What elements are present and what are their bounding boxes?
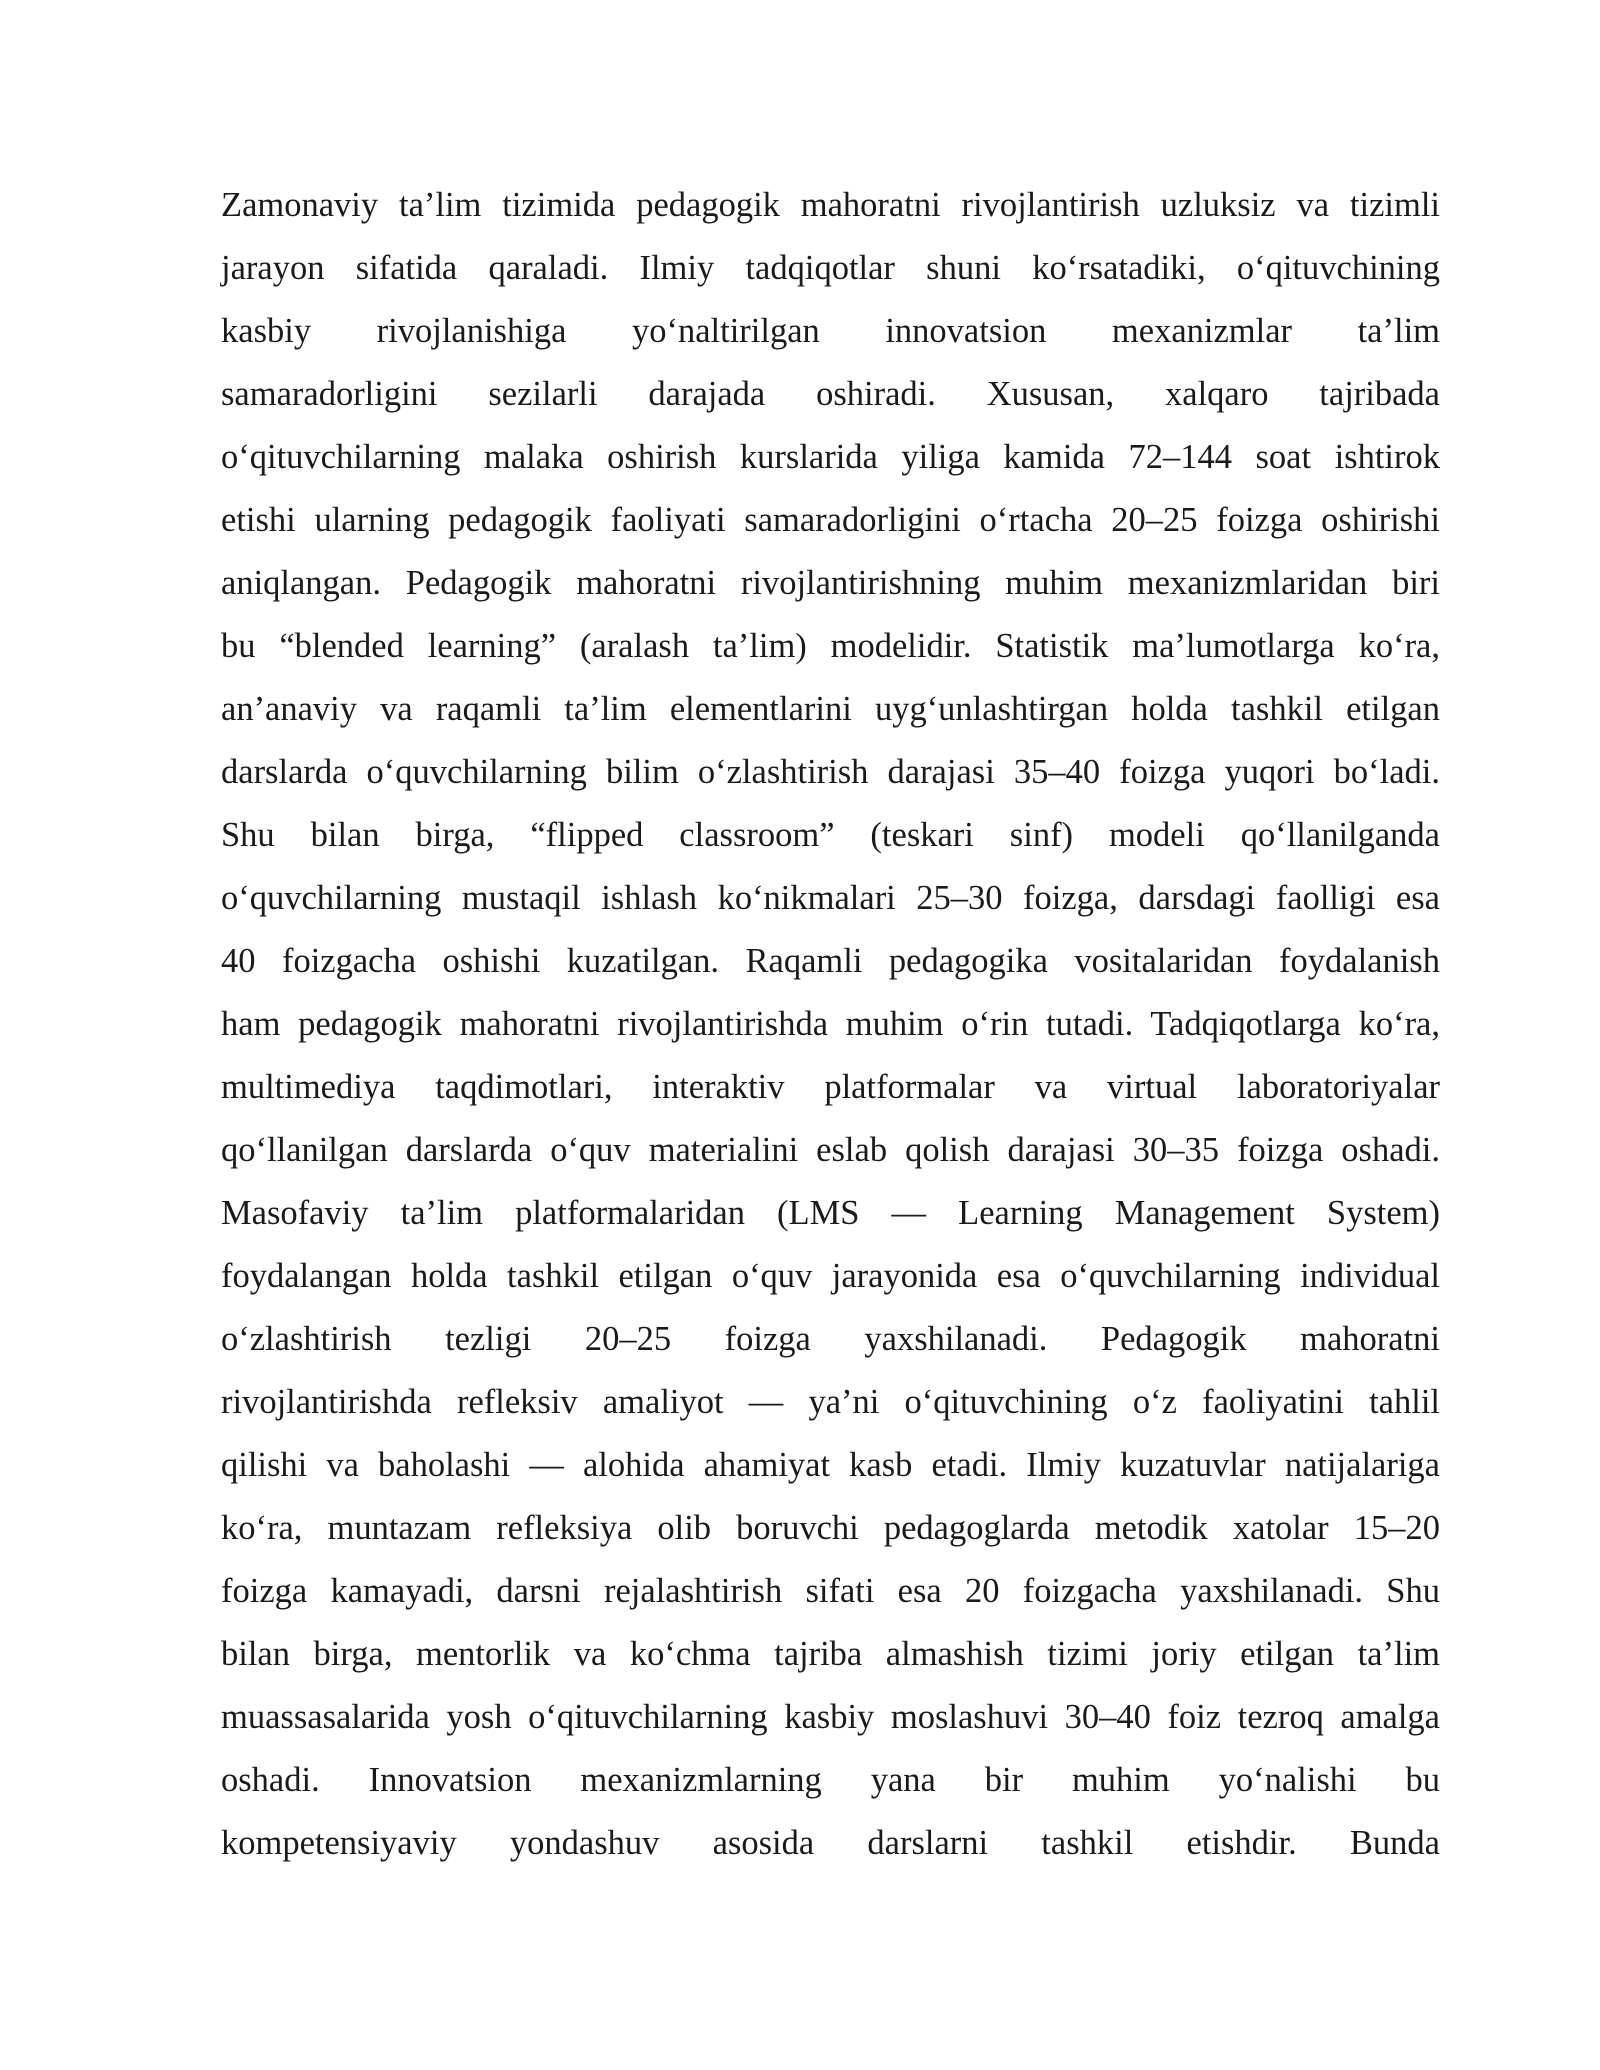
paragraph-line: Shu bilan birga, “flipped classroom” (teskari sinf) modeli qo‘llanilganda — [221, 816, 1440, 854]
paragraph-line: darslarda o‘quvchilarning bilim o‘zlashtirish darajasi 35–40 foizga yuqori bo‘ladi. — [221, 753, 1440, 791]
paragraph-line: ham pedagogik mahoratni rivojlantirishda muhim o‘rin tutadi. Tadqiqotlarga ko‘ra, — [221, 1005, 1440, 1043]
paragraph-line: rivojlantirishda refleksiv amaliyot — ya’ni o‘qituvchining o‘z faoliyatini tahlil — [221, 1383, 1440, 1421]
paragraph-line: o‘qituvchilarning malaka oshirish kurslarida yiliga kamida 72–144 soat ishtirok — [221, 438, 1440, 476]
paragraph-line: foizga kamayadi, darsni rejalashtirish sifati esa 20 foizgacha yaxshilanadi. Shu — [221, 1572, 1440, 1610]
paragraph-line: Masofaviy ta’lim platformalaridan (LMS — Learning Management System) — [221, 1194, 1440, 1232]
paragraph-line: Zamonaviy ta’lim tizimida pedagogik mahoratni rivojlantirish uzluksiz va tizimli — [221, 186, 1440, 224]
paragraph-line: kasbiy rivojlanishiga yo‘naltirilgan innovatsion mexanizmlar ta’lim — [221, 312, 1440, 350]
paragraph-line: bu “blended learning” (aralash ta’lim) modelidir. Statistik ma’lumotlarga ko‘ra, — [221, 627, 1440, 665]
body-paragraph — [221, 174, 1440, 1875]
paragraph-line: qilishi va baholashi — alohida ahamiyat kasb etadi. Ilmiy kuzatuvlar natijalariga — [221, 1446, 1440, 1484]
paragraph-line: bilan birga, mentorlik va ko‘chma tajriba almashish tizimi joriy etilgan ta’lim — [221, 1635, 1440, 1673]
paragraph-line: o‘quvchilarning mustaqil ishlash ko‘nikmalari 25–30 foizga, darsdagi faolligi esa — [221, 879, 1440, 917]
paragraph-line: ko‘ra, muntazam refleksiya olib boruvchi pedagoglarda metodik xatolar 15–20 — [221, 1509, 1440, 1547]
paragraph-line: jarayon sifatida qaraladi. Ilmiy tadqiqotlar shuni ko‘rsatadiki, o‘qituvchining — [221, 249, 1440, 287]
paragraph-line: muassasalarida yosh o‘qituvchilarning kasbiy moslashuvi 30–40 foiz tezroq amalga — [221, 1698, 1440, 1736]
paragraph-line: multimediya taqdimotlari, interaktiv platformalar va virtual laboratoriyalar — [221, 1068, 1440, 1106]
paragraph-line: 40 foizgacha oshishi kuzatilgan. Raqamli pedagogika vositalaridan foydalanish — [221, 942, 1440, 980]
paragraph-line: samaradorligini sezilarli darajada oshiradi. Xususan, xalqaro tajribada — [221, 375, 1440, 413]
paragraph-line: qo‘llanilgan darslarda o‘quv materialini eslab qolish darajasi 30–35 foizga oshadi. — [221, 1131, 1440, 1169]
paragraph-line: kompetensiyaviy yondashuv asosida darslarni tashkil etishdir. Bunda — [221, 1824, 1440, 1862]
paragraph-line: etishi ularning pedagogik faoliyati samaradorligini o‘rtacha 20–25 foizga oshirishi — [221, 501, 1440, 539]
paragraph-line: oshadi. Innovatsion mexanizmlarning yana bir muhim yo‘nalishi bu — [221, 1761, 1440, 1799]
paragraph-line: foydalangan holda tashkil etilgan o‘quv jarayonida esa o‘quvchilarning individual — [221, 1257, 1440, 1295]
paragraph-line: aniqlangan. Pedagogik mahoratni rivojlantirishning muhim mexanizmlaridan biri — [221, 564, 1440, 602]
paragraph-line: an’anaviy va raqamli ta’lim elementlarini uyg‘unlashtirgan holda tashkil etilgan — [221, 690, 1440, 728]
paragraph-line: o‘zlashtirish tezligi 20–25 foizga yaxshilanadi. Pedagogik mahoratni — [221, 1320, 1440, 1358]
